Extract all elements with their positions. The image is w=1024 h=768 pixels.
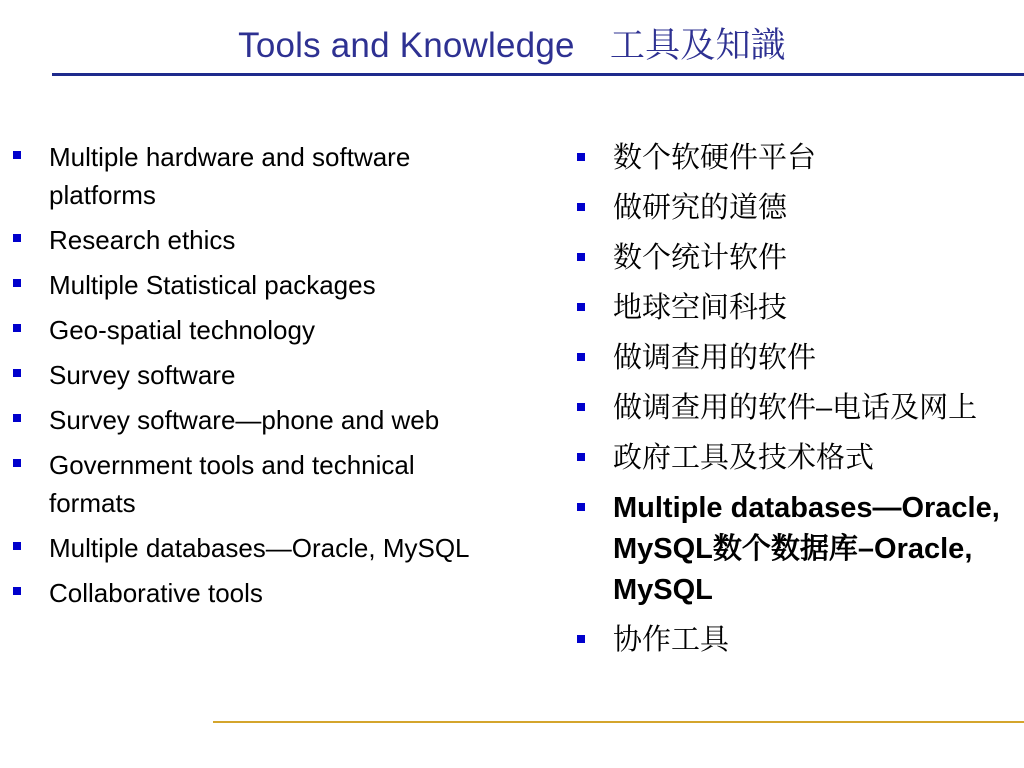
list-item-text: Geo-spatial technology <box>49 315 315 345</box>
list-item <box>10 356 500 394</box>
list-item-text: Survey software <box>49 360 236 390</box>
english-bullet-list <box>10 138 500 619</box>
square-bullet-icon <box>13 369 21 377</box>
list-item <box>575 438 1020 479</box>
list-item <box>575 338 1020 379</box>
list-item-text: Multiple databases—Oracle, MySQL <box>49 533 470 563</box>
list-item <box>575 620 1020 661</box>
list-item-text: Multiple databases—Oracle, MySQL数个数据库–Oracle, MySQL <box>613 492 1000 606</box>
list-item-text: 做调查用的软件 <box>613 342 817 374</box>
square-bullet-icon <box>577 153 585 161</box>
list-item-text: 政府工具及技术格式 <box>613 442 875 474</box>
list-item <box>10 311 500 349</box>
list-item <box>575 488 1020 611</box>
list-item <box>10 446 500 522</box>
square-bullet-icon <box>13 279 21 287</box>
square-bullet-icon <box>13 414 21 422</box>
list-item <box>10 266 500 304</box>
footer-divider <box>213 721 1024 723</box>
slide-title: Tools and Knowledge 工具及知識 <box>238 26 786 65</box>
list-item <box>575 138 1020 179</box>
square-bullet-icon <box>577 403 585 411</box>
list-item-text: Multiple hardware and software platforms <box>49 142 411 210</box>
square-bullet-icon <box>13 587 21 595</box>
list-item <box>10 221 500 259</box>
square-bullet-icon <box>577 503 585 511</box>
list-item <box>10 574 500 612</box>
list-item-text: 数个软硬件平台 <box>613 142 817 174</box>
list-item <box>575 188 1020 229</box>
list-item-text: 协作工具 <box>613 624 730 656</box>
square-bullet-icon <box>13 234 21 242</box>
list-item <box>575 238 1020 279</box>
list-item-text: Collaborative tools <box>49 578 263 608</box>
list-item-text: Research ethics <box>49 225 236 255</box>
list-item-text: Survey software—phone and web <box>49 405 440 435</box>
list-item <box>10 138 500 214</box>
square-bullet-icon <box>13 542 21 550</box>
square-bullet-icon <box>577 453 585 461</box>
list-item <box>575 288 1020 329</box>
list-item <box>10 401 500 439</box>
list-item-text: Multiple Statistical packages <box>49 270 376 300</box>
square-bullet-icon <box>577 253 585 261</box>
list-item-text: 数个统计软件 <box>613 242 788 274</box>
square-bullet-icon <box>577 203 585 211</box>
square-bullet-icon <box>577 353 585 361</box>
square-bullet-icon <box>577 635 585 643</box>
list-item-text: 地球空间科技 <box>613 292 788 324</box>
list-item-text: Government tools and technical formats <box>49 450 415 518</box>
square-bullet-icon <box>13 459 21 467</box>
square-bullet-icon <box>577 303 585 311</box>
list-item-text: 做研究的道德 <box>613 192 788 224</box>
chinese-bullet-list <box>575 138 1020 670</box>
list-item <box>10 529 500 567</box>
square-bullet-icon <box>13 324 21 332</box>
square-bullet-icon <box>13 151 21 159</box>
title-divider <box>52 73 1024 76</box>
list-item <box>575 388 1020 429</box>
list-item-text: 做调查用的软件–电话及网上 <box>613 392 978 424</box>
